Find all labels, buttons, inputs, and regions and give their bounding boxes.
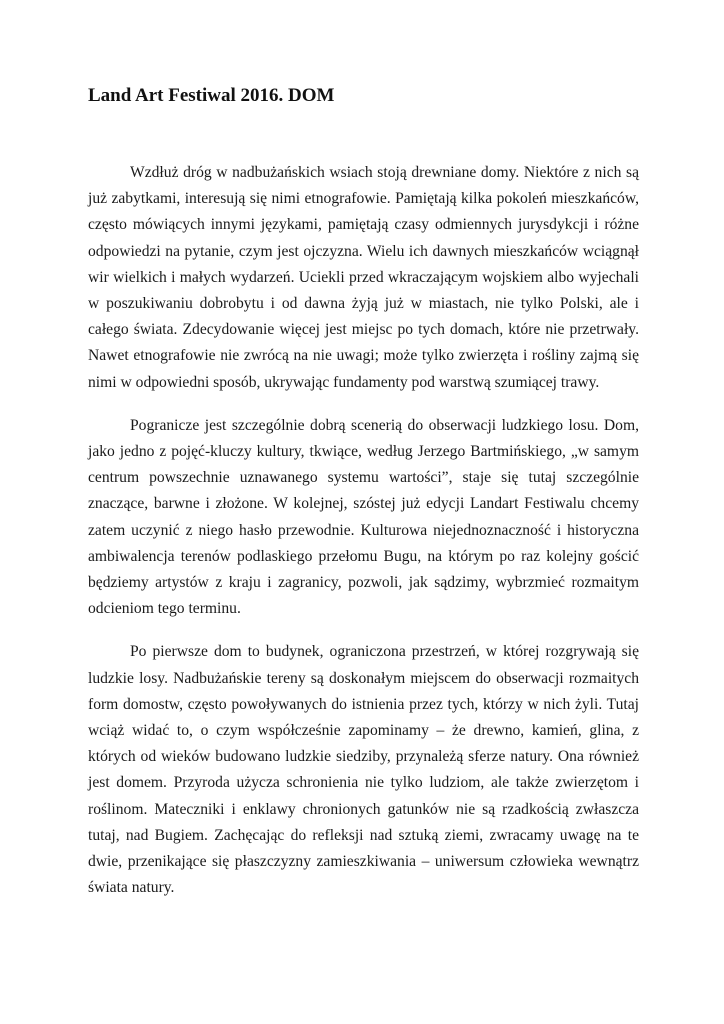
paragraph-1: Wzdłuż dróg w nadbużańskich wsiach stoją drewniane domy. Niektóre z nich są już zabytkami, interesują się nimi etnografowie. Pamiętają kilka pokoleń mieszkańców, często mówiących innymi językami, pamiętają czasy odmiennych jurysdykcji i różne odpowiedzi na pytanie, czym jest ojczyzna. Wielu ich dawnych mieszkańców wciągnął wir wielkich i małych wydarzeń. Uciekli przed wkraczającym wojskiem albo wyjechali w poszukiwaniu dobrobytu i od dawna żyją już w miastach, nie tylko Polski, ale i całego świata. Zdecydowanie więcej jest miejsc po tych domach, które nie przetrwały. Nawet etnografowie nie zwrócą na nie uwagi; może tylko zwierzęta i rośliny zajmą się nimi w odpowiedni sposób, ukrywając fundamenty pod warstwą szumiącej trawy. [88,164,639,391]
document-body [88,160,639,918]
paragraph-3: Po pierwsze dom to budynek, ograniczona przestrzeń, w której rozgrywają się ludzkie losy. Nadbużańskie tereny są doskonałym miejscem do obserwacji rozmaitych form domostw, często powoływanych do istnienia przez tych, którzy w nich żyli. Tutaj wciąż widać to, o czym współcześnie zapominamy – że drewno, kamień, glina, z których od wieków budowano ludzkie siedziby, przynależą sferze natury. Ona również jest domem. Przyroda użycza schronienia nie tylko ludziom, ale także zwierzętom i roślinom. Mateczniki i enklawy chronionych gatunków nie są rzadkością zwłaszcza tutaj, nad Bugiem. Zachęcając do refleksji nad sztuką ziemi, zwracamy uwagę na te dwie, przenikające się płaszczyzny zamieszkiwania – uniwersum człowieka wewnątrz świata natury. [88,643,639,897]
paragraph-2: Pogranicze jest szczególnie dobrą scenerią do obserwacji ludzkiego losu. Dom, jako jedno z pojęć-kluczy kultury, tkwiące, według Jerzego Bartmińskiego, „w samym centrum powszechnie uznawanego systemu wartości”, staje się tutaj szczególnie znaczące, barwne i złożone. W kolejnej, szóstej już edycji Landart Festiwalu chcemy zatem uczynić z niego hasło przewodnie. Kulturowa niejednoznaczność i historyczna ambiwalencja terenów podlaskiego przełomu Bugu, na którym po raz kolejny gościć będziemy artystów z kraju i zagranicy, pozwoli, jak sądzimy, wybrzmieć rozmaitym odcieniom tego terminu. [88,416,639,618]
document-title: Land Art Festiwal 2016. DOM [88,85,335,106]
